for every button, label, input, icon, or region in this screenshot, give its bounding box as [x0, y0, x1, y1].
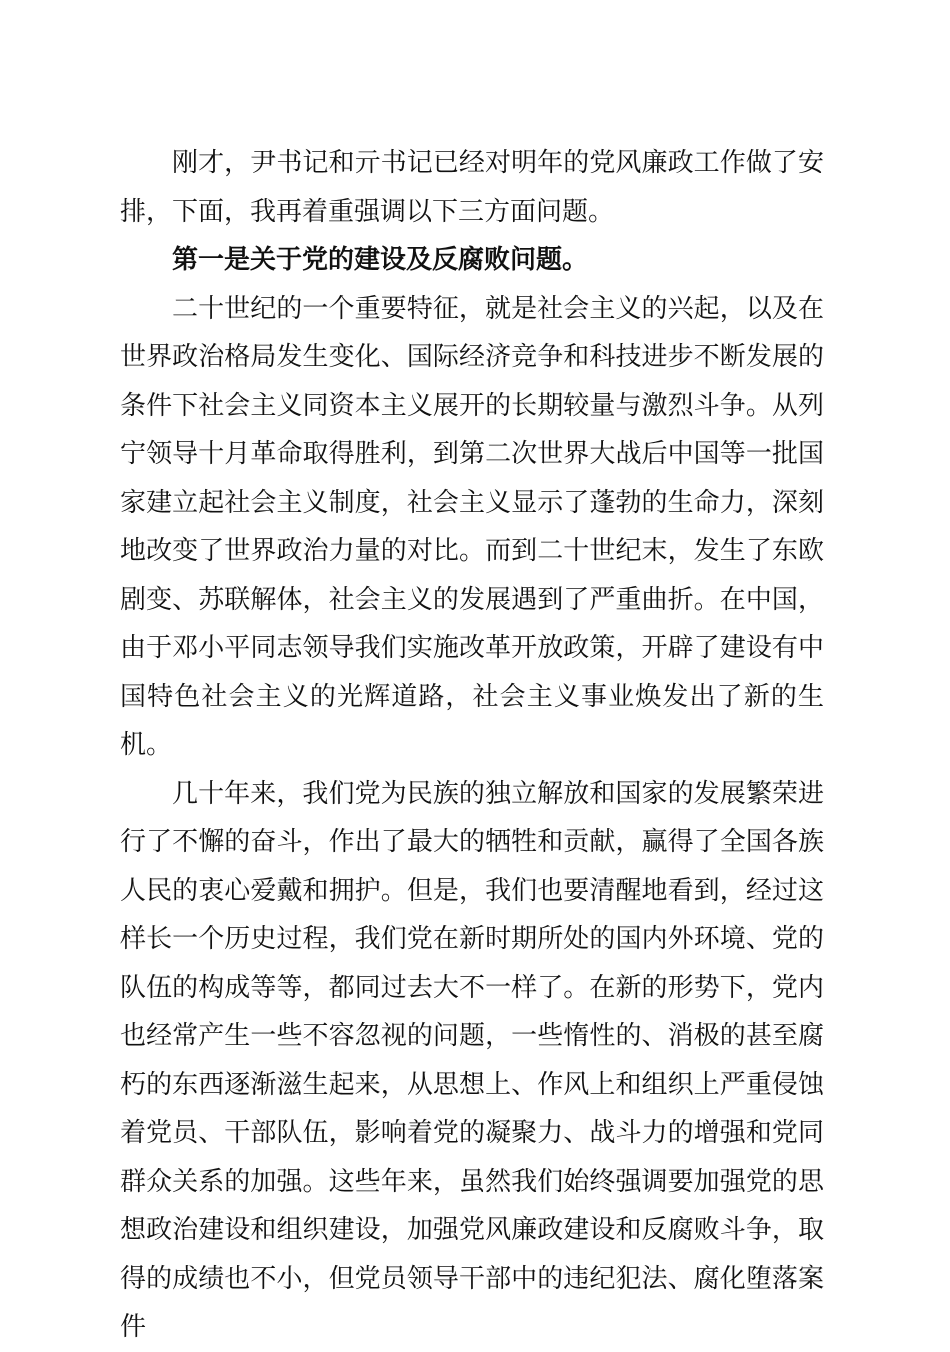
paragraph-20th-century: 二十世纪的一个重要特征，就是社会主义的兴起，以及在世界政治格局发生变化、国际经济竞争和科技进步不断发展的条件下社会主义同资本主义展开的长期较量与激烈斗争。从列宁领导十月革命取得胜利，到第二次世界大战后中国等一批国家建立起社会主义制度，社会主义显示了蓬勃的生命力，深刻地改变了世界政治力量的对比。而到二十世纪末，发生了东欧剧变、苏联解体，社会主义的发展遇到了严重曲折。在中国，由于邓小平同志领导我们实施改革开放政策，开辟了建设有中国特色社会主义的光辉道路，社会主义事业焕发出了新的生机。 — [120, 293, 824, 760]
paragraph-intro: 刚才，尹书记和亓书记已经对明年的党风廉政工作做了安排，下面，我再着重强调以下三方面问题。 — [120, 148, 824, 227]
document-body — [120, 139, 824, 1352]
paragraph-decades: 几十年来，我们党为民族的独立解放和国家的发展繁荣进行了不懈的奋斗，作出了最大的牺牲和贡献，赢得了全国各族人民的衷心爱戴和拥护。但是，我们也要清醒地看到，经过这样长一个历史过程，我们党在新时期所处的国内外环境、党的队伍的构成等等，都同过去大不一样了。在新的形势下，党内也经常产生一些不容忽视的问题，一些惰性的、消极的甚至腐朽的东西逐渐滋生起来，从思想上、作风上和组织上严重侵蚀着党员、干部队伍，影响着党的凝聚力、战斗力的增强和党同群众关系的加强。这些年来，虽然我们始终强调要加强党的思想政治建设和组织建设，加强党风廉政建设和反腐败斗争，取得的成绩也不小，但党员领导干部中的违纪犯法、腐化堕落案件 — [120, 778, 824, 1342]
section-heading: 第一是关于党的建设及反腐败问题。 — [172, 245, 589, 275]
